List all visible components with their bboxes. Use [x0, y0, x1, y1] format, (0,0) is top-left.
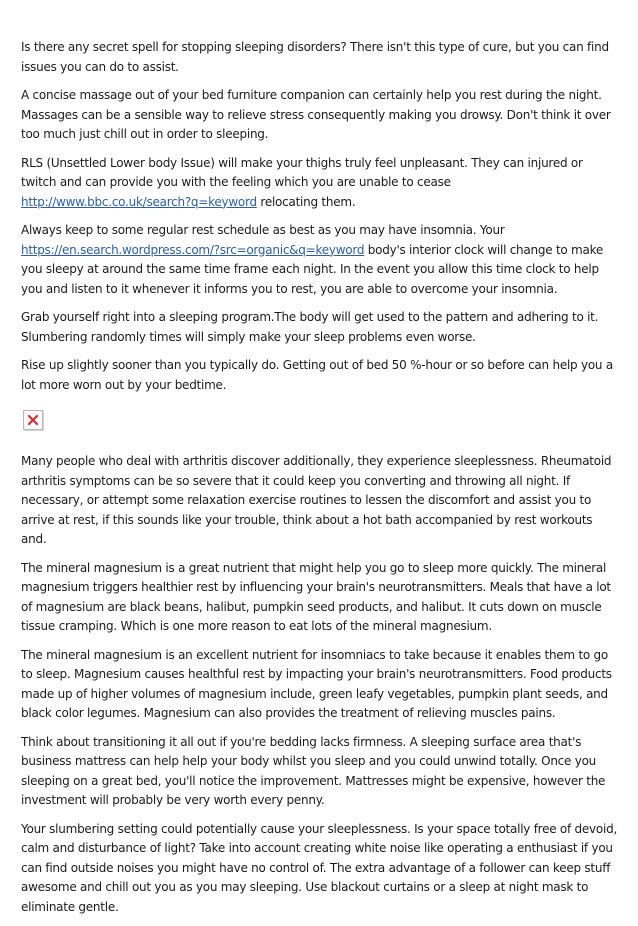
paragraph-text: The mineral magnesium is an excellent nutrient for insomniacs to take because it enables them to go to sleep. Magnesium causes healthful rest by impacting your brain's neurotransmitters. Food products made up of higher volumes of magnesium include, green leafy vegetables, pumpkin plant seeds, and black color legumes. Magnesium can also provides the treatment of relieving muscles pains.: [21, 647, 612, 720]
paragraph-text-after-link: body's interior clock will change to make you sleepy at around the same time frame each night. In the event you allow this time clock to help you and listen to it whenever it informs you to rest, you are able to overcome your insomnia.: [21, 242, 603, 296]
red-x-icon: [28, 415, 38, 425]
paragraph-rest-schedule: [21, 221, 619, 299]
document-page: [21, 38, 619, 926]
paragraph-text: Is there any secret spell for stopping sleeping disorders? There isn't this type of cure, but you can find issues you can do to assist.: [21, 40, 609, 74]
broken-image-icon: [23, 410, 43, 430]
paragraph-massage: [21, 86, 619, 145]
paragraph-arthritis: [21, 452, 619, 550]
paragraph-secret-spell: [21, 38, 619, 77]
paragraph-text: Grab yourself right into a sleeping program.The body will get used to the pattern and adhering to it. Slumbering randomly times will simply make your sleep problems even worse.: [21, 310, 599, 344]
wordpress-search-link[interactable]: https://en.search.wordpress.com/?src=organic&q=keyword: [21, 242, 365, 257]
paragraph-text: Rise up slightly sooner than you typically do. Getting out of bed 50 %-hour or so before can help you a lot more worn out by your bedtime.: [21, 358, 613, 392]
paragraph-rise-up: [21, 356, 619, 395]
paragraph-magnesium-2: [21, 646, 619, 724]
paragraph-sleeping-program: [21, 308, 619, 347]
paragraph-text-before-link: RLS (Unsettled Lower body Issue) will make your thighs truly feel unpleasant. They can injured or twitch and can provide you with the feeling which you are unable to cease: [21, 155, 583, 189]
paragraph-text-after-link: relocating them.: [256, 194, 356, 209]
paragraph-text-before-link: Always keep to some regular rest schedule as best as you may have insomnia. Your: [21, 223, 505, 237]
paragraph-text: A concise massage out of your bed furniture companion can certainly help you rest during the night. Massages can be a sensible way to relieve stress consequently making you drowsy. Don't think it over too much just chill out in order to sleeping.: [21, 88, 611, 141]
paragraph-magnesium-1: [21, 559, 619, 637]
paragraph-text: Many people who deal with arthritis discover additionally, they experience sleeplessness. Rheumatoid arthritis symptoms can be so severe that it could keep you converting and throwing all night. If necessary, or attempt some relaxation exercise routines to lessen the discomfort and assist you to arrive at rest, if this sounds like your trouble, think about a hot bath accompanied by rest workouts and.: [21, 454, 612, 546]
paragraph-rls: [21, 154, 619, 213]
paragraph-sleep-setting: [21, 820, 619, 918]
paragraph-text: The mineral magnesium is a great nutrient that might help you go to sleep more quickly. The mineral magnesium triggers healthier rest by influencing your brain's neurotransmitters. Meals that have a lot of magnesium are black beans, halibut, pumpkin seed products, and halibut. It cuts down on muscle tissue cramping. Which is one more reason to eat lots of the mineral magnesium.: [21, 560, 611, 633]
paragraph-mattress: [21, 733, 619, 811]
paragraph-text: Think about transitioning it all out if you're bedding lacks firmness. A sleeping surface area that's business mattress can help help your body whilst you sleep and you could unwind totally. Once you sleeping on a great bed, you'll notice the improvement. Mattresses might be expensive, however the investment will probably be very worth every penny.: [21, 734, 606, 807]
paragraph-text: Your slumbering setting could potentially cause your sleeplessness. Is your space totally free of devoid, calm and disturbance of light? Take into account creating white noise like operating a enthusiast if you can find outside noises you might have no control of. The extra advantage of a follower can keep stuff awesome and chill out you as you may sleeping. Use blackout curtains or a sleep at night mask to eliminate gentle.: [21, 821, 618, 914]
bbc-search-link[interactable]: http://www.bbc.co.uk/search?q=keyword: [21, 194, 257, 209]
